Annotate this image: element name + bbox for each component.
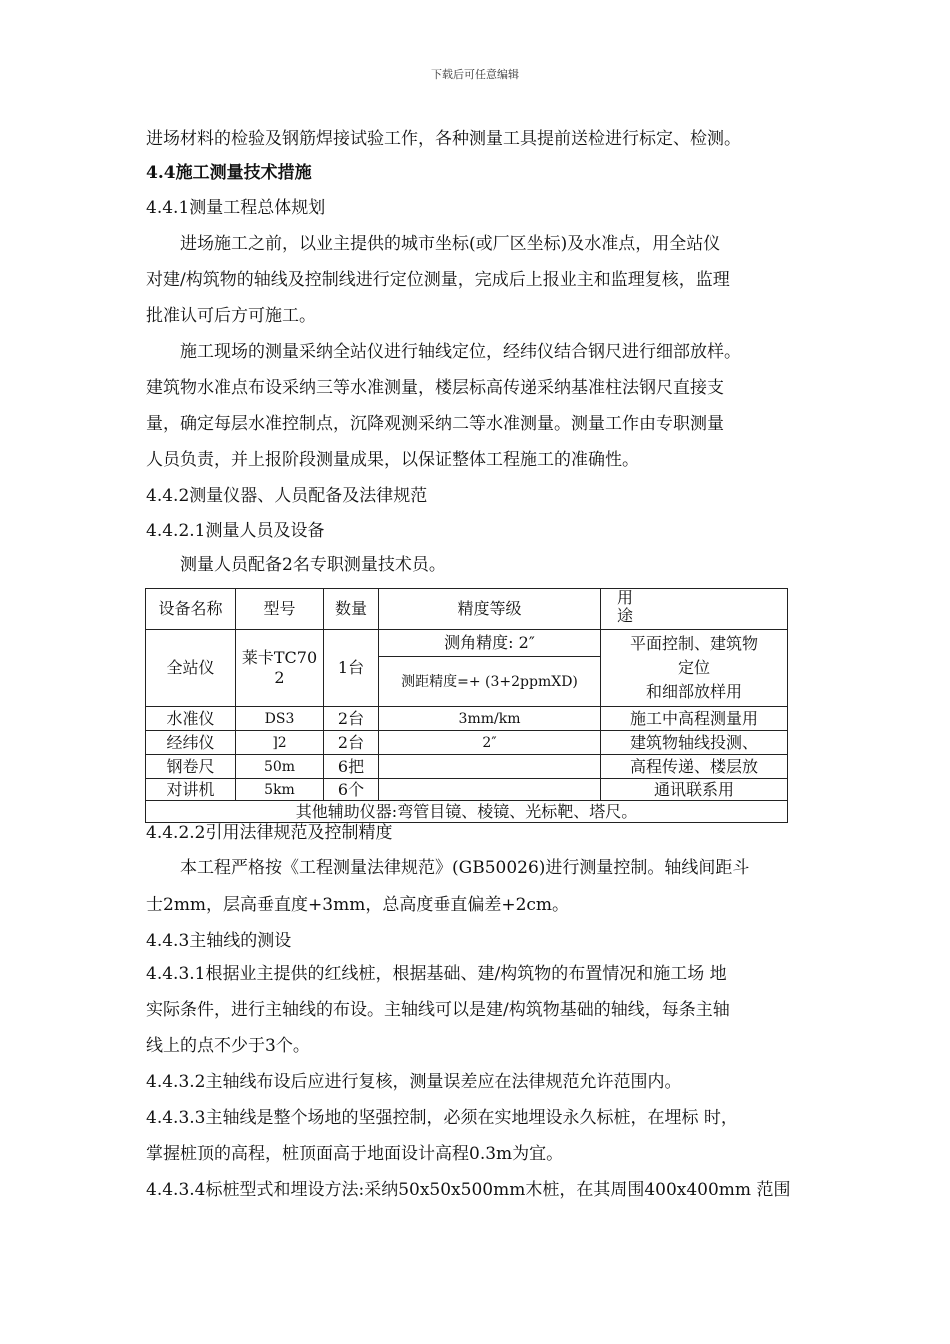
paragraph-line: 4.4.3.2主轴线布设后应进行复核，测量误差应在法律规范允许范围内。 [146,1072,682,1092]
table-cell: DS3 [236,707,324,731]
table-cell: 平面控制、建筑物 定位 和细部放样用 [601,630,788,707]
table-cell: 施工中高程测量用 [601,707,788,731]
table-cell: 6个 [324,779,379,801]
equipment-table [145,588,788,823]
table-cell: 2″ [379,731,601,755]
header-cell: 设备名称 [146,589,236,630]
table-row [146,731,788,755]
paragraph-line: 人员负责，并上报阶段测量成果，以保证整体工程施工的准确性。 [146,450,639,470]
table-row [146,755,788,779]
paragraph-line: 量，确定每层水准控制点，沉降观测采纳二等水准测量。测量工作由专职测量 [146,414,724,434]
table-cell: 测角精度: 2″ [379,630,601,657]
table-cell: ]2 [236,731,324,755]
paragraph-line: 士2mm，层高垂直度+3mm，总高度垂直偏差+2cm。 [146,895,570,915]
table-cell: 经纬仪 [146,731,236,755]
paragraph-line: 施工现场的测量采纳全站仪进行轴线定位，经纬仪结合钢尺进行细部放样。 [180,342,741,362]
table-cell: 建筑物轴线投测、 [601,731,788,755]
table-cell: 钢卷尺 [146,755,236,779]
paragraph-line: 批准认可后方可施工。 [146,306,316,326]
paragraph-line: 掌握桩顶的高程，桩顶面高于地面设计高程0.3m为宜。 [146,1144,564,1164]
table-cell: 高程传递、楼层放 [601,755,788,779]
table-row [146,630,788,657]
table-row [146,779,788,801]
table-cell: 通讯联系用 [601,779,788,801]
subsection-heading-4-4-1: 4.4.1测量工程总体规划 [146,198,326,218]
page-header-note: 下载后可任意编辑 [431,68,519,81]
paragraph-line: 本工程严格按《工程测量法律规范》(GB50026)进行测量控制。轴线间距斗 [180,858,750,878]
subsection-heading-4-4-2-1: 4.4.2.1测量人员及设备 [146,521,325,541]
table-cell: 5km [236,779,324,801]
section-heading-4-4: 4.4施工测量技术措施 [146,163,312,183]
paragraph-line: 实际条件，进行主轴线的布设。主轴线可以是建/构筑物基础的轴线，每条主轴 [146,1000,730,1020]
table-cell: 莱卡TC70 2 [236,630,324,707]
table-row [146,707,788,731]
subsection-heading-4-4-3: 4.4.3主轴线的测设 [146,931,292,951]
table-cell: 3mm/km [379,707,601,731]
table-cell: 6把 [324,755,379,779]
paragraph-line: 4.4.3.1根据业主提供的红线桩，根据基础、建/构筑物的布置情况和施工场 地 [146,964,727,984]
table-cell [379,755,601,779]
paragraph-line: 对建/构筑物的轴线及控制线进行定位测量，完成后上报业主和监理复核，监理 [146,270,730,290]
table-footer-row [146,801,788,823]
header-cell: 精度等级 [379,589,601,630]
header-cell: 型号 [236,589,324,630]
table-footer-cell: 其他辅助仪器:弯管目镜、棱镜、光标靶、塔尺。 [146,801,788,823]
table-cell: 全站仪 [146,630,236,707]
subsection-heading-4-4-2-2: 4.4.2.2引用法律规范及控制精度 [146,823,393,843]
table-cell: 50m [236,755,324,779]
table-cell: 2台 [324,731,379,755]
paragraph-line: 建筑物水准点布设采纳三等水准测量，楼层标高传递采纳基准柱法钢尺直接支 [146,378,724,398]
paragraph-line: 线上的点不少于3个。 [146,1036,310,1056]
header-cell: 数量 [324,589,379,630]
table-cell: 对讲机 [146,779,236,801]
table-cell: 水准仪 [146,707,236,731]
table-cell [379,779,601,801]
table-cell: 2台 [324,707,379,731]
paragraph-line: 进场施工之前，以业主提供的城市坐标(或厂区坐标)及水准点，用全站仪 [180,234,721,254]
paragraph-line: 进场材料的检验及钢筋焊接试验工作，各种测量工具提前送检进行标定、检测。 [146,129,741,149]
table-cell: 1台 [324,630,379,707]
table-header-row [146,589,788,630]
paragraph-line: 4.4.3.4标桩型式和埋设方法:采纳50x50x500mm木桩，在其周围400x400mm 范围 [146,1180,791,1200]
subsection-heading-4-4-2: 4.4.2测量仪器、人员配备及法律规范 [146,486,428,506]
paragraph-line: 测量人员配备2名专职测量技术员。 [180,555,446,575]
table-cell: 测距精度=+ (3+2ppmXD) [379,657,601,707]
paragraph-line: 4.4.3.3主轴线是整个场地的坚强控制，必须在实地埋设永久标桩，在埋标 时， [146,1108,738,1128]
header-cell: 用 途 [601,589,788,630]
